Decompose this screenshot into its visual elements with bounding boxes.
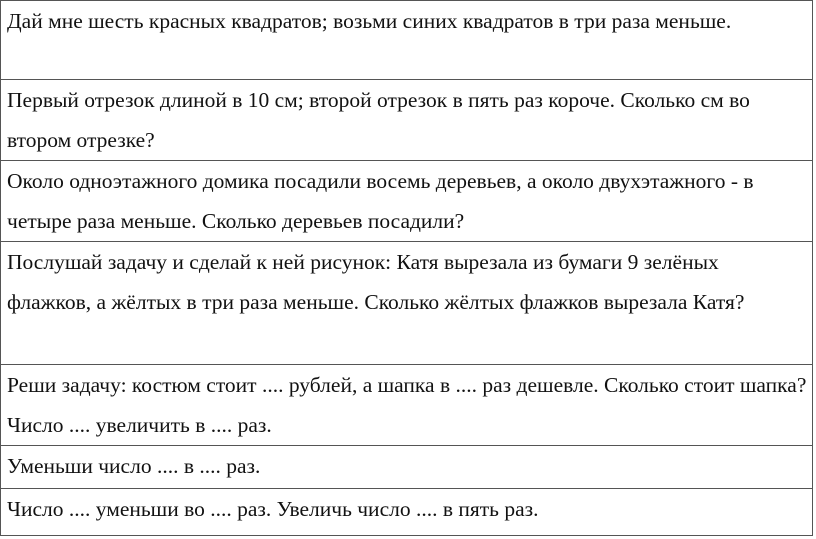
task-text-2: Первый отрезок длиной в 10 см; второй отрезок в пять раз короче. Сколько см во втором отрезке?: [1, 80, 813, 161]
task-text-3: Около одноэтажного домика посадили восемь деревьев, а около двухэтажного - в четыре раза меньше. Сколько деревьев посадили?: [1, 161, 813, 242]
task-text-5: Реши задачу: костюм стоит .... рублей, а шапка в .... раз дешевле. Сколько стоит шапка? Число .... увеличить в .... раз.: [1, 365, 813, 446]
task-row-4: [1, 242, 813, 365]
task-row-2: [1, 80, 813, 161]
task-text-4: Послушай задачу и сделай к ней рисунок: Катя вырезала из бумаги 9 зелёных флажков, а жёлтых в три раза меньше. Сколько жёлтых флажков вырезала Катя?: [1, 242, 813, 365]
task-row-7: [1, 489, 813, 536]
task-row-6: [1, 446, 813, 489]
task-row-3: [1, 161, 813, 242]
task-text-7: Число .... уменьши во .... раз. Увеличь число .... в пять раз.: [1, 489, 813, 536]
task-row-1: [1, 1, 813, 80]
task-text-1: Дай мне шесть красных квадратов; возьми синих квадратов в три раза меньше.: [1, 1, 813, 80]
task-row-5: [1, 365, 813, 446]
task-text-6: Уменьши число .... в .... раз.: [1, 446, 813, 489]
